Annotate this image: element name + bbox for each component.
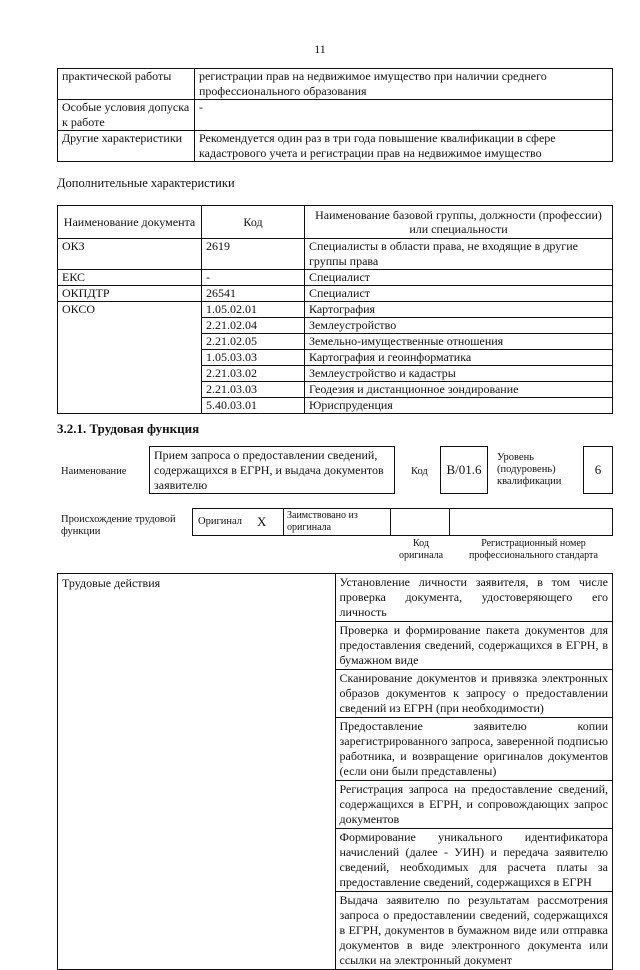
reg-caption: Регистрационный номер профессионального стандарта [469, 538, 598, 561]
header-code: Код [202, 206, 305, 239]
cell-doc [58, 398, 202, 414]
action-item: Формирование уникального идентификатора начислений (далее - УИН) и передача заявителю сведений, необходимых для расчета платы за предоставление сведений, содержащихся в ЕГРН [335, 829, 613, 892]
level-value: 6 [583, 446, 613, 494]
additional-title: Дополнительные характеристики [57, 176, 235, 190]
table-header [58, 206, 613, 239]
borrowed-cell: Заимствовано из оригинала [283, 508, 391, 536]
cell-code: 2.21.02.05 [202, 334, 305, 350]
cell-name: Землеустройство и кадастры [305, 366, 613, 382]
table-row [58, 239, 613, 270]
function-code: B/01.6 [440, 446, 488, 494]
cell-name: Картография [305, 302, 613, 318]
cell-name: Юриспруденция [305, 398, 613, 414]
cell-doc: ЕКС [58, 270, 202, 286]
original-label: Оригинал [198, 516, 242, 527]
cell-code: 2.21.03.02 [202, 366, 305, 382]
function-name: Прием запроса о предоставлении сведений, содержащихся в ЕГРН, и выдача документов заявителю [149, 446, 395, 494]
cell-name: Землеустройство [305, 318, 613, 334]
code-caption: Код оригинала [398, 538, 444, 561]
cell-doc: ОКПДТР [58, 286, 202, 302]
table-row [58, 398, 613, 414]
cell-doc: ОКЗ [58, 239, 202, 270]
action-item: Сканирование документов и привязка электронных образов документов к запросу о предоставлении сведений из ЕГРН (при необходимости) [335, 670, 613, 718]
table-row [58, 302, 613, 318]
action-item: Регистрация запроса на предоставление сведений, содержащихся в ЕГРН, и сопровождающих запрос документов [335, 781, 613, 829]
cell-code: - [202, 270, 305, 286]
cell-name: Специалист [305, 286, 613, 302]
cell-code: 1.05.02.01 [202, 302, 305, 318]
cell-code: 2.21.02.04 [202, 318, 305, 334]
table-row [58, 270, 613, 286]
row-value: Рекомендуется один раз в три года повышение квалификации в сфере кадастрового учета и регистрации прав на недвижимое имущество [195, 131, 613, 162]
table-row [58, 574, 613, 622]
cell-doc [58, 382, 202, 398]
cell-doc [58, 318, 202, 334]
cell-doc [58, 366, 202, 382]
row-value: регистрации прав на недвижимое имущество при наличии среднего профессионального образования [195, 69, 613, 100]
level-label: Уровень (подуровень) квалификации [497, 452, 562, 487]
cell-code: 5.40.03.01 [202, 398, 305, 414]
cell-doc: ОКСО [58, 302, 202, 318]
labor-actions-table [57, 573, 613, 970]
additional-rows [58, 239, 613, 414]
original-code-cell [390, 508, 450, 536]
code-label: Код [411, 466, 428, 477]
action-item: Предоставление заявителю копии зарегистрированного запроса, заверенной подписью работника, и возвращение оригиналов документов (если они были представлены) [335, 718, 613, 781]
cell-doc [58, 334, 202, 350]
table-row [58, 131, 613, 162]
cell-name: Геодезия и дистанционное зондирование [305, 382, 613, 398]
cell-name: Картография и геоинформатика [305, 350, 613, 366]
table-row [58, 100, 613, 131]
action-item: Проверка и формирование пакета документов для предоставления сведений, содержащихся в ЕГРН, в бумажном виде [335, 622, 613, 670]
cell-name: Земельно-имущественные отношения [305, 334, 613, 350]
cell-doc [58, 350, 202, 366]
action-item: Установление личности заявителя, в том числе проверка документа, удостоверяющего его личность [335, 574, 613, 622]
page-number: 11 [314, 42, 326, 56]
cell-code: 2619 [202, 239, 305, 270]
table-row [58, 286, 613, 302]
top-table [57, 68, 613, 162]
table-row [58, 318, 613, 334]
additional-table [57, 205, 613, 414]
row-label: Другие характеристики [58, 131, 195, 162]
table-row [58, 382, 613, 398]
cell-name: Специалисты в области права, не входящие в другие группы права [305, 239, 613, 270]
row-label: Особые условия допуска к работе [58, 100, 195, 131]
table-row [58, 334, 613, 350]
row-label: практической работы [58, 69, 195, 100]
cell-code: 1.05.03.03 [202, 350, 305, 366]
table-row [58, 350, 613, 366]
row-value: - [195, 100, 613, 131]
table-row [58, 366, 613, 382]
labor-actions-rows [58, 574, 613, 970]
cell-code: 2.21.03.03 [202, 382, 305, 398]
origin-label: Происхождение трудовой функции [61, 514, 176, 537]
header-doc: Наименование документа [58, 206, 202, 239]
action-item: Выдача заявителю по результатам рассмотрения запроса о предоставлении сведений, содержащихся в ЕГРН, документов в бумажном виде или отправка документов в виде электронного документа или ссылки на электронный документ [335, 892, 613, 970]
original-cell [192, 508, 284, 536]
cell-name: Специалист [305, 270, 613, 286]
actions-label: Трудовые действия [58, 574, 336, 970]
cell-code: 26541 [202, 286, 305, 302]
reg-number-cell [449, 508, 613, 536]
table-row [58, 69, 613, 100]
section-title: 3.2.1. Трудовая функция [57, 421, 200, 436]
name-label: Наименование [61, 466, 127, 477]
header-name: Наименование базовой группы, должности (профессии) или специальности [305, 206, 613, 239]
original-mark: X [257, 514, 267, 529]
